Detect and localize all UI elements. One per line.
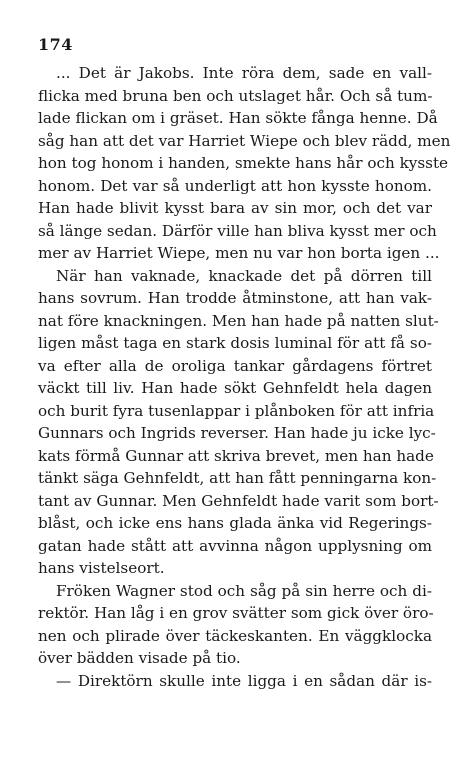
text-line: kats förmå Gunnar att skriva brevet, men han hade [38,446,434,465]
text-line: Han hade blivit kysst bara av sin mor, och det var [38,199,432,217]
text-line: så länge sedan. Därför ville han bliva kysst mer och [38,221,437,240]
text-line: hans vistelseort. [38,559,165,577]
text-line: ligen måst taga en stark dosis luminal för att få so- [38,334,432,352]
text-line: lade flickan om i gräset. Han sökte fånga henne. Då [38,109,438,127]
text-line: tänkt säga Gehnfeldt, att han fått penningarna kon- [38,469,437,487]
text-line: och burit fyra tusenlappar i plånboken för att infria [38,401,435,420]
text-line: — Direktörn skulle inte ligga i en sådan där is- [56,671,432,690]
text-line: Gunnars och Ingrids reverser. Han hade ju icke lyc- [38,424,436,442]
text-line: nen och plirade över täckeskanten. En väggklocka [38,626,432,645]
text-line: När han vaknade, knackade det på dörren till [56,266,432,285]
text-line: såg han att det var Harriet Wiepe och blev rädd, men [38,131,451,150]
text-line: hon tog honom i handen, smekte hans hår och kysste [38,154,449,172]
text-line: flicka med bruna ben och utslaget hår. Och så tum- [38,86,433,105]
text-line: va efter alla de oroliga tankar gårdagens förtret [38,356,432,375]
text-line: ... Det är Jakobs. Inte röra dem, sade en vall- [56,64,432,82]
text-line: blåst, och icke ens hans glada änka vid Regerings- [38,514,432,532]
text-line: mer av Harriet Wiepe, men nu var hon borta igen ... [38,244,440,262]
text-line: Fröken Wagner stod och såg på sin herre och di- [56,581,432,600]
text-line: honom. Det var så underligt att hon kysste honom. [38,176,432,195]
text-line: nat före knackningen. Men han hade på natten slut- [38,311,439,330]
text-line: rektör. Han låg i en grov svätter som gick över öro- [38,604,434,622]
text-line: väckt till liv. Han hade sökt Gehnfeldt hela dagen [38,379,432,397]
page-number: 174 [38,35,73,54]
text-line: tant av Gunnar. Men Gehnfeldt hade varit som bort- [38,491,439,510]
body-text [38,62,451,692]
text-line: hans sovrum. Han trodde åtminstone, att han vak- [38,289,432,307]
text-line: gatan hade stått att avvinna någon upplysning om [38,536,432,555]
text-line: över bädden visade på tio. [38,649,241,667]
